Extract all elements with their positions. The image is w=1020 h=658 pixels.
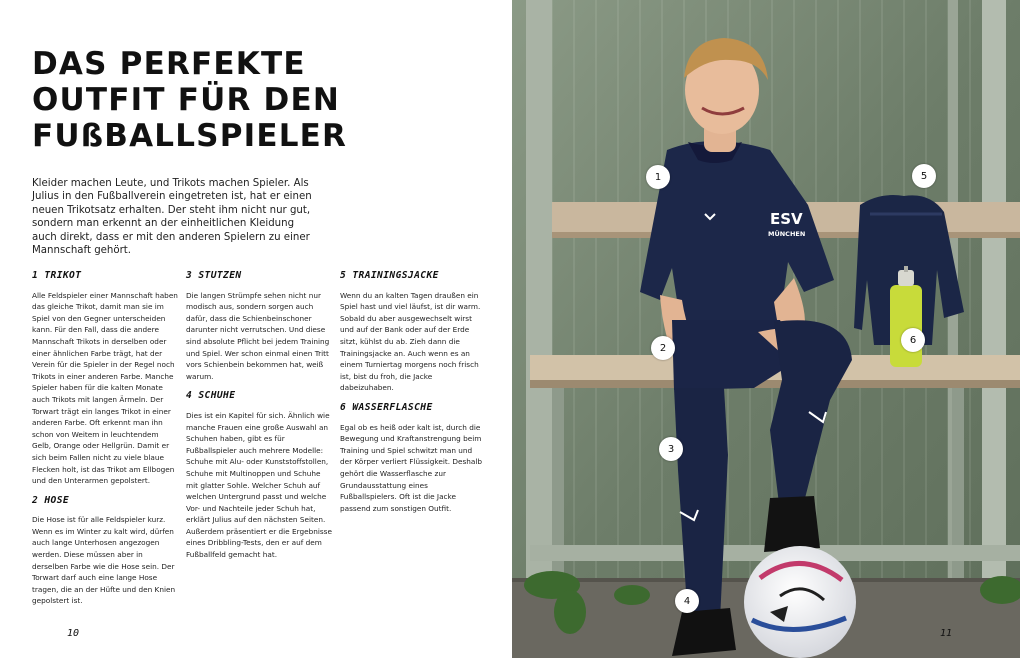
title-line-3: FUßBALLSPIELER: [32, 118, 348, 154]
football-player-photo: [512, 0, 1020, 658]
callout-marker-1: 1: [646, 165, 670, 189]
section-heading-trainingsjacke: 5 TRAININGSJACKE: [340, 270, 439, 281]
section-heading-hose: 2 HOSE: [32, 494, 70, 506]
bench-leg-left: [552, 388, 564, 600]
jersey-badge: ESV: [770, 210, 803, 228]
callout-marker-5: 5: [912, 164, 936, 188]
callout-marker-6: 6: [901, 328, 925, 352]
page-number-left: 10: [67, 628, 80, 639]
section-text-schuhe: Dies ist ein Kapitel für sich. Ähnlich wie manche Frauen eine große Auswahl an Schuhen haben, gibt es für Fußballspieler auch mehrere Modelle: Schuhe mit Alu- oder Kunststoffstollen, Schuhe mit Multinoppen und Schuhe mit glatter Sohle. Welcher Schuh auf welchen Untergrund passt und welche Vor- und Nachteile jeder Schuh hat, erklärt Julius auf den nächsten Seiten. Außerdem präsentiert er die Ergebnisse eines Dribbling-Tests, den er auf dem Fußballfeld gemacht hat.: [186, 410, 332, 560]
bench-leg-right: [952, 388, 964, 600]
photo-page: [512, 0, 1020, 658]
callout-marker-2: 2: [651, 336, 675, 360]
text-column-1: [32, 268, 178, 615]
frame-post-right: [982, 0, 1006, 600]
football: [744, 546, 856, 658]
section-text-hose: Die Hose ist für alle Feldspieler kurz. Wenn es im Winter zu kalt wird, dürfen auch lange Unterhosen angezogen werden. Diese müssen aber in derselben Farbe wie die Hose sein. Der Torwart darf auch eine lange Hose tragen, die an der Hüfte und den Knien gepolstert ist.: [32, 515, 176, 606]
page-title: [32, 46, 432, 154]
intro-paragraph: Kleider machen Leute, und Trikots machen Spieler. Als Julius in den Fußballverein eingetreten ist, hat er einen neuen Trikotsatz erhalten. Der steht ihm nicht nur gut, sondern man erkennt an der einheitlichen Kleidung auch direkt, dass er mit den anderen Spielern zu einer Mannschaft gehört.: [32, 178, 312, 257]
section-heading-stutzen: 3 STUTZEN: [186, 270, 242, 281]
section-text-trainingsjacke: Wenn du an kalten Tagen draußen ein Spiel hast und viel läufst, ist dir warm. Sobald du aber ausgewechselt wirst und auf der Bank oder auf der Erde sitzt, kühlst du ab. Zieh dann die Trainingsjacke an. Auch wenn es an einem Turniertag morgens noch frisch ist, bist du froh, die Jacke dabeizuhaben.: [340, 290, 481, 393]
jersey-city: MÜNCHEN: [768, 230, 806, 238]
section-heading-trikot: 1 TRIKOT: [32, 270, 82, 281]
callout-marker-3: 3: [659, 437, 683, 461]
section-text-stutzen: Die langen Strümpfe sehen nicht nur modisch aus, sondern sorgen auch dafür, dass die Schienbeinschoner darunter nicht verrutschen. Und diese sind absolute Pflicht bei jedem Training und Spiel. Wer schon einmal einen Tritt vors Schienbein bekommen hat, weiß warum.: [186, 290, 330, 381]
section-heading-wasserflasche: 6 WASSERFLASCHE: [340, 401, 433, 413]
section-text-trikot: Alle Feldspieler einer Mannschaft haben das gleiche Trikot, damit man sie im Spiel von den Gegner unterscheiden kann. Für den Fall, dass die andere Mannschaft Trikots in derselben oder einer ähnlichen Farbe trägt, hat der Verein für die Spieler in der Regel noch Trikots in einer anderen Farbe. Manche Spieler haben für die kalten Monate auch Trikots mit langen Ärmeln. Der Torwart trägt ein langes Trikot in einer anderen Farbe. Oft erkennt man ihn schon von Weitem in leuchtendem Gelb, Orange oder Hellgrün. Damit er sich beim Fallen nicht zu viele blaue Flecken holt, ist das Trikot am Ellbogen und den Unterarmen gepolstert.: [32, 290, 178, 486]
title-line-2: OUTFIT FÜR DEN: [32, 82, 340, 118]
callout-marker-4: 4: [675, 589, 699, 613]
page-number-right: 11: [940, 628, 953, 639]
text-column-3: [340, 268, 486, 522]
title-line-1: DAS PERFEKTE: [32, 46, 306, 82]
section-heading-schuhe: 4 SCHUHE: [186, 390, 236, 402]
text-column-2: [186, 268, 332, 569]
section-text-wasserflasche: Egal ob es heiß oder kalt ist, durch die Bewegung und Kraftanstrengung beim Training und Spiel schwitzt man und der Körper verliert Flüssigkeit. Deshalb gehört die Wasserflasche zur Grundausstattung eines Fußballspielers. Oft ist die Jacke passend zum sonstigen Outfit.: [340, 422, 483, 513]
